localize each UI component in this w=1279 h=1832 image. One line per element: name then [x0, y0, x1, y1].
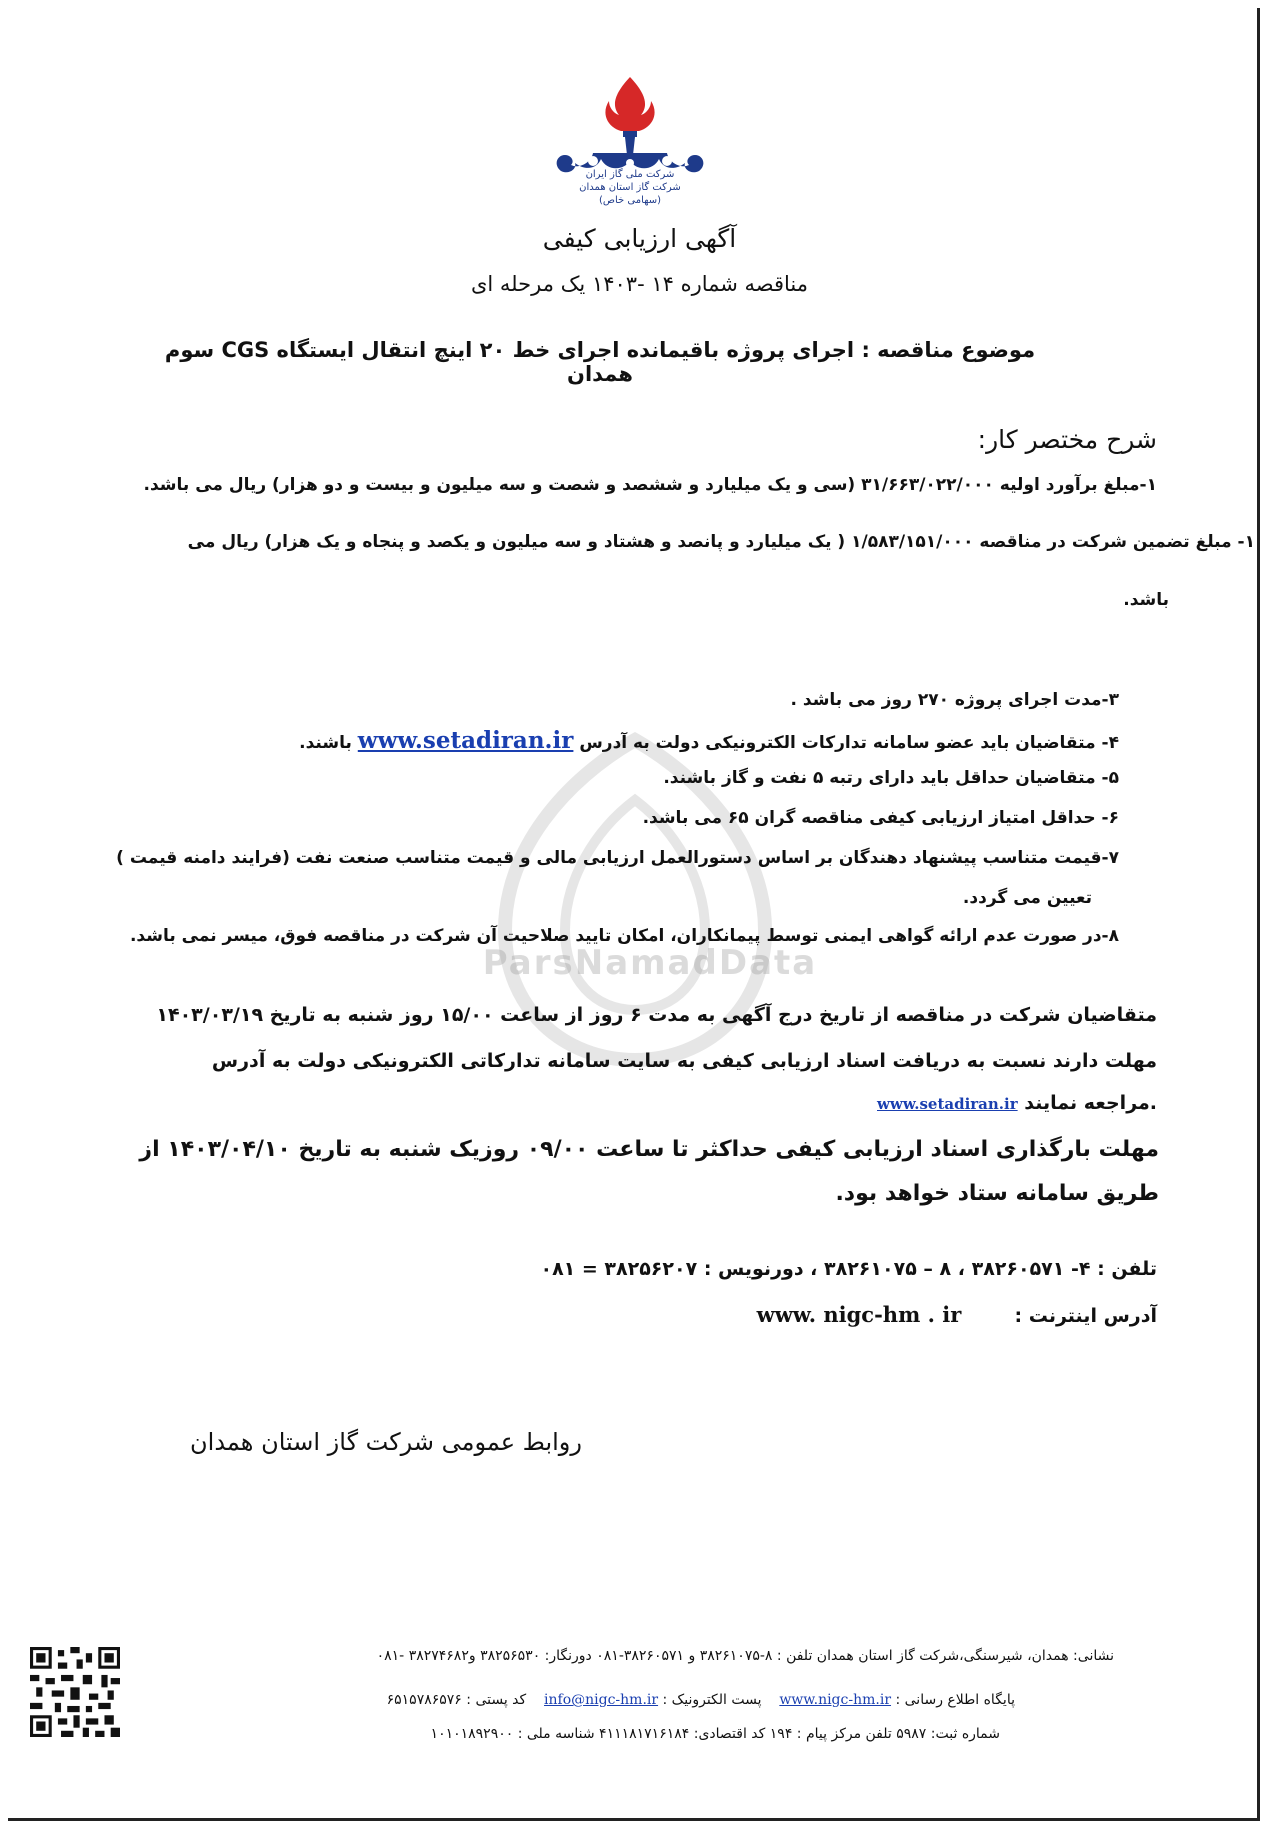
summary-item-2-cont: باشد.: [1123, 590, 1169, 610]
summary-item-4: [299, 727, 1119, 754]
footer-address: نشانی: همدان، شیرسنگی،شرکت گاز استان همدان تلفن : ۸-۳۸۲۶۱۰۷۵ و ۳۸۲۶۰۵۷۱-۰۸۱ دورنگار: ۳۸۲۵۶۵۳۰ و۳۸۲۷۴۶۸۲ -۰۸۱: [376, 1648, 1114, 1664]
notice-line-3: [877, 1092, 1157, 1114]
summary-heading: شرح مختصر کار:: [977, 425, 1157, 454]
setadiran-link[interactable]: www.setadiran.ir: [357, 727, 574, 754]
summary-item-1: ۱-مبلغ برآورد اولیه ۳۱/۶۶۳/۰۲۲/۰۰۰ (سی و یک میلیارد و ششصد و شصت و سه میلیون و بیست و دو هزار) ریال می باشد.: [143, 475, 1157, 495]
email-label: پست الکترونیک :: [662, 1692, 762, 1708]
email-link[interactable]: info@nigc-hm.ir: [544, 1692, 659, 1708]
qr-code-icon: [30, 1647, 120, 1737]
notice-line-2: مهلت دارند نسبت به دریافت اسناد ارزیابی کیفی به سایت سامانه تدارکاتی الکترونیکی دولت به آدرس: [211, 1050, 1157, 1072]
logo-line2: شرکت گاز استان همدان: [579, 182, 681, 193]
notice-line-3-post: مراجعه نمایند.: [1024, 1092, 1157, 1114]
portal-label: پایگاه اطلاع رسانی :: [895, 1692, 1015, 1708]
contact-phone: تلفن : ۴- ۳۸۲۶۰۵۷۱ ، ۸ – ۳۸۲۶۱۰۷۵ ، دورنویس : ۳۸۲۵۶۲۰۷ = ۰۸۱: [540, 1258, 1157, 1280]
contact-website-row: [757, 1302, 1157, 1327]
summary-item-3: ۳-مدت اجرای پروژه ۲۷۰ روز می باشد .: [790, 690, 1119, 710]
summary-item-7: ۷-قیمت متناسب پیشنهاد دهندگان بر اساس دستورالعمل ارزیابی مالی و قیمت متناسب صنعت نفت (فرایند دامنه قیمت ): [116, 848, 1119, 868]
postal-code: کد پستی : ۶۵۱۵۷۸۶۵۷۶: [386, 1692, 527, 1708]
tender-subject: موضوع مناقصه : اجرای پروژه باقیمانده اجرای خط ۲۰ اینچ انتقال ایستگاه CGS سوم همدان: [164, 338, 1036, 386]
summary-item-2: ۱- مبلغ تضمین شرکت در مناقصه ۱/۵۸۳/۱۵۱/۰۰۰ ( یک میلیارد و پانصد و هشتاد و سه میلیون و یکصد و پنجاه و یک هزار) ریال می: [187, 532, 1255, 552]
website-label: آدرس اینترنت :: [1014, 1305, 1157, 1327]
footer-contact-row: [387, 1692, 1015, 1708]
signature: روابط عمومی شرکت گاز استان همدان: [190, 1428, 582, 1456]
logo-line1: شرکت ملی گاز ایران: [585, 169, 675, 180]
portal-link[interactable]: www.nigc-hm.ir: [779, 1692, 892, 1708]
summary-item-7-cont: تعیین می گردد.: [962, 888, 1092, 908]
notice-title: آگهی ارزیابی کیفی: [542, 224, 737, 253]
summary-item-4-post: باشند.: [299, 733, 352, 753]
logo-line3: (سهامی خاص): [598, 195, 662, 206]
setadiran-link-2[interactable]: www.setadiran.ir: [877, 1095, 1018, 1113]
watermark-text: ParsNamadData: [482, 943, 818, 983]
summary-item-8: ۸-در صورت عدم ارائه گواهی ایمنی توسط پیمانکاران، امکان تایید صلاحیت آن شرکت در مناقصه فوق، میسر نمی باشد.: [129, 926, 1119, 946]
notice-line-1: متقاضیان شرکت در مناقصه از تاریخ درج آگهی به مدت ۶ روز از ساعت ۱۵/۰۰ روز شنبه به تاریخ ۱۴۰۳/۰۳/۱۹: [156, 1004, 1157, 1026]
deadline-notice: مهلت بارگذاری اسناد ارزیابی کیفی حداکثر تا ساعت ۰۹/۰۰ روزیک شنبه به تاریخ ۱۴۰۳/۰۴/۱۰ از طریق سامانه ستاد خواهد بود.: [139, 1137, 1159, 1206]
footer-registry: شماره ثبت: ۵۹۸۷ تلفن مرکز پیام : ۱۹۴ کد اقتصادی: ۴۱۱۱۸۱۷۱۶۱۸۴ شناسه ملی : ۱۰۱۰۱۸۹۲۹۰۰: [430, 1726, 1000, 1742]
logo-caption: [545, 168, 715, 207]
website-link[interactable]: www. nigc-hm . ir: [756, 1302, 962, 1327]
summary-item-6: ۶- حداقل امتیاز ارزیابی کیفی مناقصه گران ۶۵ می باشد.: [642, 808, 1119, 828]
summary-item-4-text: ۴- متقاضیان باید عضو سامانه تدارکات الکترونیکی دولت به آدرس: [579, 733, 1119, 753]
summary-item-5: ۵- متقاضیان حداقل باید دارای رتبه ۵ نفت و گاز باشند.: [663, 768, 1119, 788]
tender-number: مناقصه شماره ۱۴ -۱۴۰۳ یک مرحله ای: [470, 272, 809, 296]
